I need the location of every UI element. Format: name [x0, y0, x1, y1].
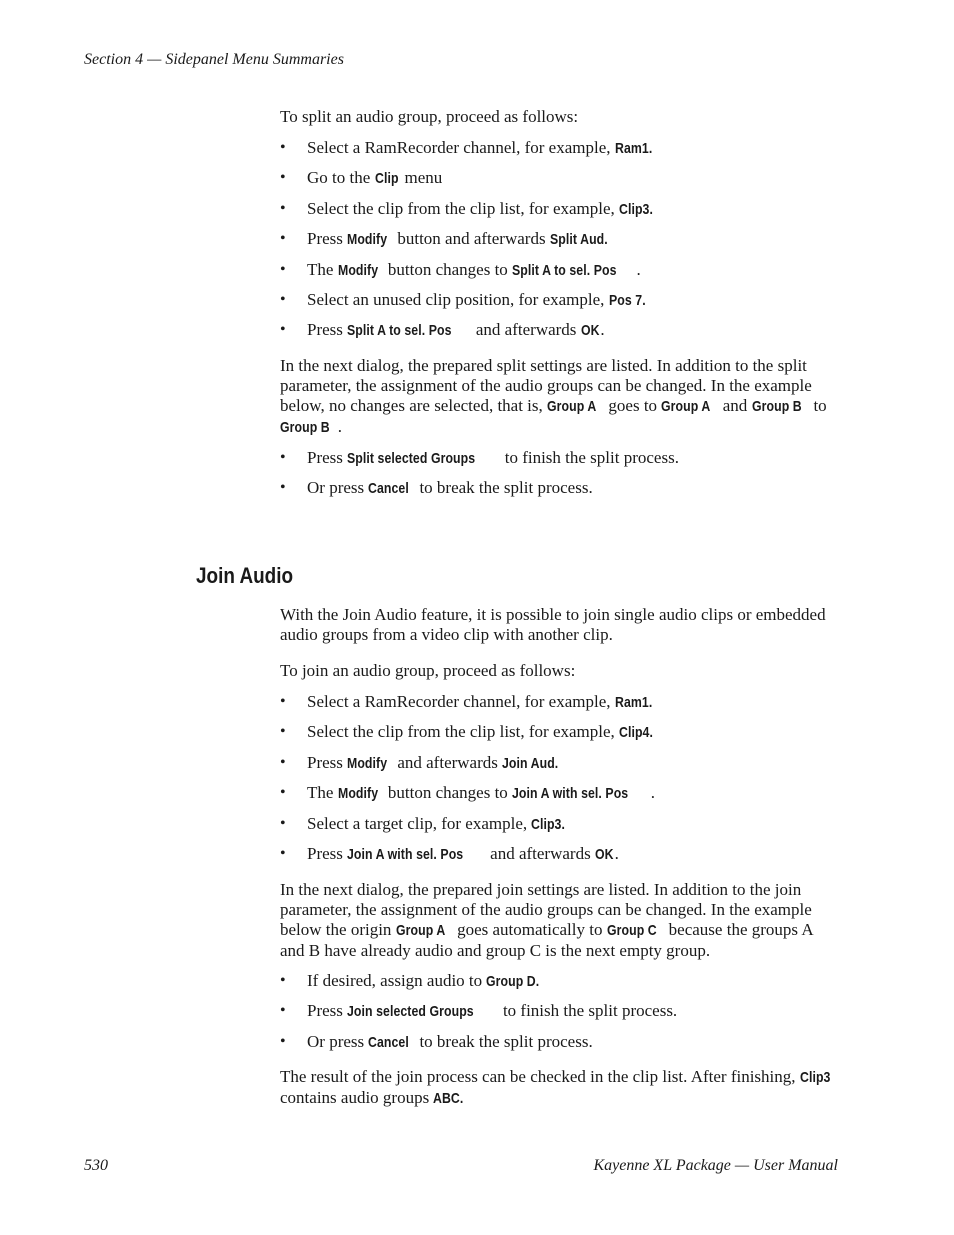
ui-term: Clip3. [531, 815, 566, 833]
ui-term: Join selected Groups [347, 1003, 474, 1021]
ui-term: Clip3. [619, 200, 654, 218]
ui-term: Group D. [486, 973, 540, 990]
text-run: button and afterwards [393, 229, 550, 249]
text-run: because the groups A and B have already audio and group C is the next empty group. [280, 920, 813, 960]
join-intro: To join an audio group, proceed as follows: [280, 661, 576, 680]
bullet-item [280, 783, 840, 813]
bullet-item [280, 229, 840, 259]
text-run: to break the split process. [415, 1031, 593, 1051]
text-run: goes automatically to [452, 920, 607, 939]
join-dialog-section [280, 880, 840, 1062]
ui-term: Group A [661, 398, 711, 415]
bullet-item [280, 692, 840, 722]
bullet-item [280, 722, 840, 752]
text-run: and [718, 396, 752, 415]
text-run: The [307, 259, 338, 279]
text-run: Press [307, 448, 348, 467]
text-run: button changes to [383, 259, 513, 279]
text-run: The result of the join process can be checked in the clip list. After finishing, [280, 1067, 800, 1086]
text-run: and afterwards [393, 752, 503, 772]
ui-term: Ram1. [614, 694, 653, 711]
bullet-item [280, 199, 840, 229]
text-run: to finish the split process. [498, 1001, 678, 1021]
text-run: Select a RamRecorder channel, for example, [307, 692, 615, 711]
text-run: Press [307, 843, 348, 863]
split-section [280, 107, 840, 351]
bullet-item [280, 1032, 840, 1062]
ui-term: Cancel [368, 480, 410, 498]
join-audio-heading: Join Audio [196, 563, 294, 588]
ui-term: Group B [751, 398, 802, 415]
join-feature-paragraph: With the Join Audio feature, it is possible to join single audio clips or embedded audio groups from a video clip with another clip. [280, 605, 826, 644]
text-run: . [636, 259, 641, 279]
bullet-item [280, 753, 840, 783]
manual-title: Kayenne XL Package — User Manual [593, 1157, 838, 1174]
bullet-item [280, 971, 840, 1001]
ui-term: Ram1. [614, 140, 653, 157]
ui-term: Modify [337, 785, 378, 803]
bullet-item [280, 1001, 840, 1031]
text-run: Press [307, 1001, 348, 1021]
text-run: If desired, assign audio to [307, 971, 487, 990]
ui-term: OK [580, 322, 600, 340]
ui-term: Split A to sel. Pos [347, 322, 452, 340]
ui-term: Split A to sel. Pos [512, 261, 617, 279]
text-run: and afterwards [485, 843, 595, 863]
text-run: button changes to [383, 783, 513, 803]
ui-term: Group A [547, 398, 597, 415]
ui-term: Join A with sel. Pos [512, 785, 629, 803]
ui-term: Split selected Groups [347, 450, 476, 467]
text-run: goes to [604, 396, 662, 415]
bullet-item [280, 814, 840, 844]
ui-term: Group A [395, 922, 445, 939]
split-final-steps-list [280, 448, 840, 509]
ui-term: Group B [280, 419, 330, 436]
ui-term: Group C [606, 922, 657, 939]
join-section [280, 605, 840, 874]
ui-term: Join Aud. [502, 754, 559, 772]
text-run: . [614, 843, 619, 863]
join-result-paragraph [280, 1067, 840, 1109]
bullet-item [280, 448, 840, 478]
bullet-item [280, 844, 840, 874]
text-run: to [809, 396, 827, 415]
text-run: Select the clip from the clip list, for example, [307, 198, 620, 218]
bullet-item [280, 260, 840, 290]
ui-term: Modify [337, 261, 378, 279]
text-run: Select a RamRecorder channel, for example, [307, 138, 615, 157]
ui-term: OK [594, 845, 614, 863]
text-run: Select a target clip, for example, [307, 813, 532, 833]
text-run: . [650, 783, 656, 803]
text-run: to finish the split process. [500, 448, 679, 467]
text-run: In the next dialog, the prepared split settings are listed. In addition to the split parameter, the assignment of the audio groups can be changed. In the example below, no changes are selected, that is, [280, 356, 812, 415]
ui-term: Clip3 [799, 1069, 831, 1086]
join-final-steps-list [280, 971, 840, 1062]
text-run: Press [307, 752, 348, 772]
running-head: Section 4 — Sidepanel Menu Summaries [84, 51, 344, 68]
text-run: Go to the [307, 168, 375, 188]
text-run: to break the split process. [415, 478, 593, 498]
text-run: Or press [307, 478, 369, 498]
bullet-item [280, 320, 840, 350]
split-dialog-section [280, 356, 840, 509]
join-steps-list [280, 692, 840, 874]
ui-term: Cancel [368, 1033, 410, 1051]
ui-term: Join A with sel. Pos [347, 845, 464, 863]
bullet-item [280, 290, 840, 320]
page-number: 530 [84, 1157, 108, 1174]
text-run: menu [400, 168, 443, 188]
text-run: Select an unused clip position, for example, [307, 289, 609, 309]
ui-term: Clip [374, 170, 399, 188]
ui-term: Modify [347, 754, 388, 772]
join-result-section [280, 1067, 840, 1109]
bullet-item [280, 138, 840, 168]
split-steps-list [280, 138, 840, 351]
bullet-item [280, 478, 840, 508]
text-run: contains audio groups [280, 1088, 434, 1107]
text-run: . [600, 320, 605, 340]
text-run: . [337, 417, 342, 436]
text-run: Press [307, 320, 348, 340]
ui-term: Clip4. [619, 724, 654, 742]
text-run: In the next dialog, the prepared join settings are listed. In addition to the join parameter, the assignment of the audio groups can be changed. In the example below the origin [280, 880, 812, 939]
text-run: The [307, 783, 338, 803]
ui-term: ABC. [433, 1090, 464, 1107]
text-run: and afterwards [471, 320, 581, 340]
text-run: Or press [307, 1031, 369, 1051]
join-dialog-paragraph [280, 880, 840, 961]
split-intro: To split an audio group, proceed as follows: [280, 107, 579, 126]
ui-term: Split Aud. [549, 231, 608, 249]
split-dialog-paragraph [280, 356, 840, 438]
bullet-item [280, 168, 840, 198]
text-run: Select the clip from the clip list, for example, [307, 722, 620, 742]
ui-term: Modify [347, 231, 388, 249]
ui-term: Pos 7. [608, 291, 646, 309]
text-run: Press [307, 229, 348, 249]
